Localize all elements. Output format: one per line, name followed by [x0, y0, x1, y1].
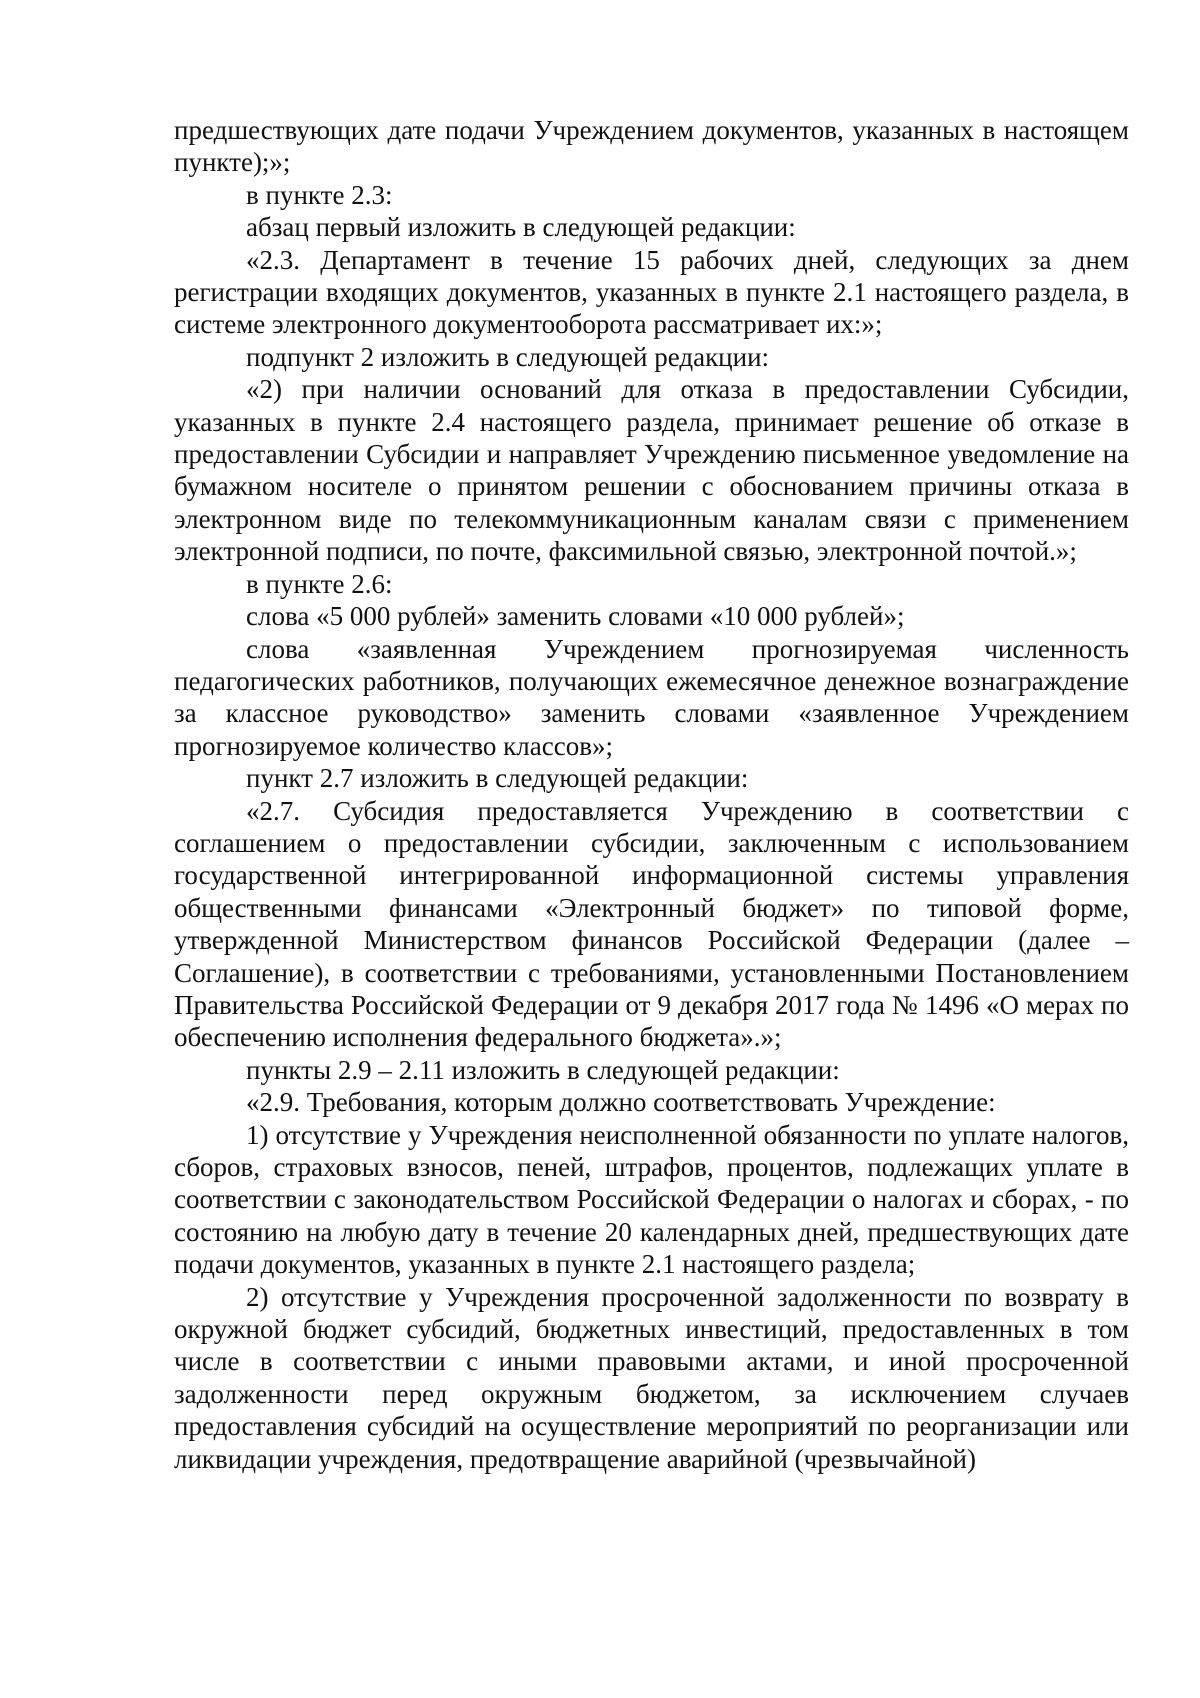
paragraph-quote-2-3: «2.3. Департамент в течение 15 рабочих дней, следующих за днем регистрации входящих документов, указанных в пункте 2.1 настоящего раздела, в системе электронного документооборота рассматривает их:»;	[174, 244, 1129, 340]
document-body	[174, 114, 1129, 1475]
paragraph-item-2-6: в пункте 2.6:	[246, 568, 393, 599]
paragraph-continuation: предшествующих дате подачи Учреждением документов, указанных в настоящем пункте);»;	[174, 115, 1129, 178]
paragraph-first-abzac: абзац первый изложить в следующей редакции:	[246, 212, 796, 243]
paragraph-item-2-3: в пункте 2.3:	[246, 179, 393, 210]
paragraph-requirement-1: 1) отсутствие у Учреждения неисполненной обязанности по уплате налогов, сборов, страховых взносов, пеней, штрафов, процентов, подлежащих уплате в соответствии с законодательством Российской Федерации о налогах и сборах, - по состоянию на любую дату в течение 20 календарных дней, предшествующих дате подачи документов, указанных в пункте 2.1 настоящего раздела;	[174, 1119, 1129, 1280]
paragraph-items-2-9-2-11: пункты 2.9 – 2.11 изложить в следующей редакции:	[246, 1054, 840, 1085]
paragraph-words-5000: слова «5 000 рублей» заменить словами «10 000 рублей»;	[246, 601, 905, 632]
paragraph-subitem-2: подпункт 2 изложить в следующей редакции:	[246, 341, 770, 372]
paragraph-quote-2-7: «2.7. Субсидия предоставляется Учреждению в соответствии с соглашением о предоставлении субсидии, заключенным с использованием государственной интегрированной информационной системы управления общественными финансами «Электронный бюджет» по типовой форме, утвержденной Министерством финансов Российской Федерации (далее – Соглашение), в соответствии с требованиями, установленными Постановлением Правительства Российской Федерации от 9 декабря 2017 года № 1496 «О мерах по обеспечению исполнения федерального бюджета».»;	[174, 795, 1129, 1053]
paragraph-item-2-7: пункт 2.7 изложить в следующей редакции:	[246, 763, 749, 794]
paragraph-requirement-2: 2) отсутствие у Учреждения просроченной задолженности по возврату в окружной бюджет субсидий, бюджетных инвестиций, предоставленных в том числе в соответствии с иными правовыми актами, и иной просроченной задолженности перед окружным бюджетом, за исключением случаев предоставления субсидий на осуществление мероприятий по реорганизации или ликвидации учреждения, предотвращение аварийной (чрезвычайной)	[174, 1281, 1129, 1474]
paragraph-quote-subitem-2: «2) при наличии оснований для отказа в предоставлении Субсидии, указанных в пункте 2.4 настоящего раздела, принимает решение об отказе в предоставлении Субсидии и направляет Учреждению письменное уведомление на бумажном носителе о принятом решении с обоснованием причины отказа в электронном виде по телекоммуникационным каналам связи с применением электронной подписи, по почте, факсимильной связью, электронной почтой.»;	[174, 374, 1129, 567]
paragraph-quote-2-9: «2.9. Требования, которым должно соответствовать Учреждение:	[246, 1087, 996, 1118]
paragraph-words-declared: слова «заявленная Учреждением прогнозируемая численность педагогических работников, получающих ежемесячное денежное вознаграждение за классное руководство» заменить словами «заявленное Учреждением прогнозируемое количество классов»;	[174, 633, 1129, 761]
